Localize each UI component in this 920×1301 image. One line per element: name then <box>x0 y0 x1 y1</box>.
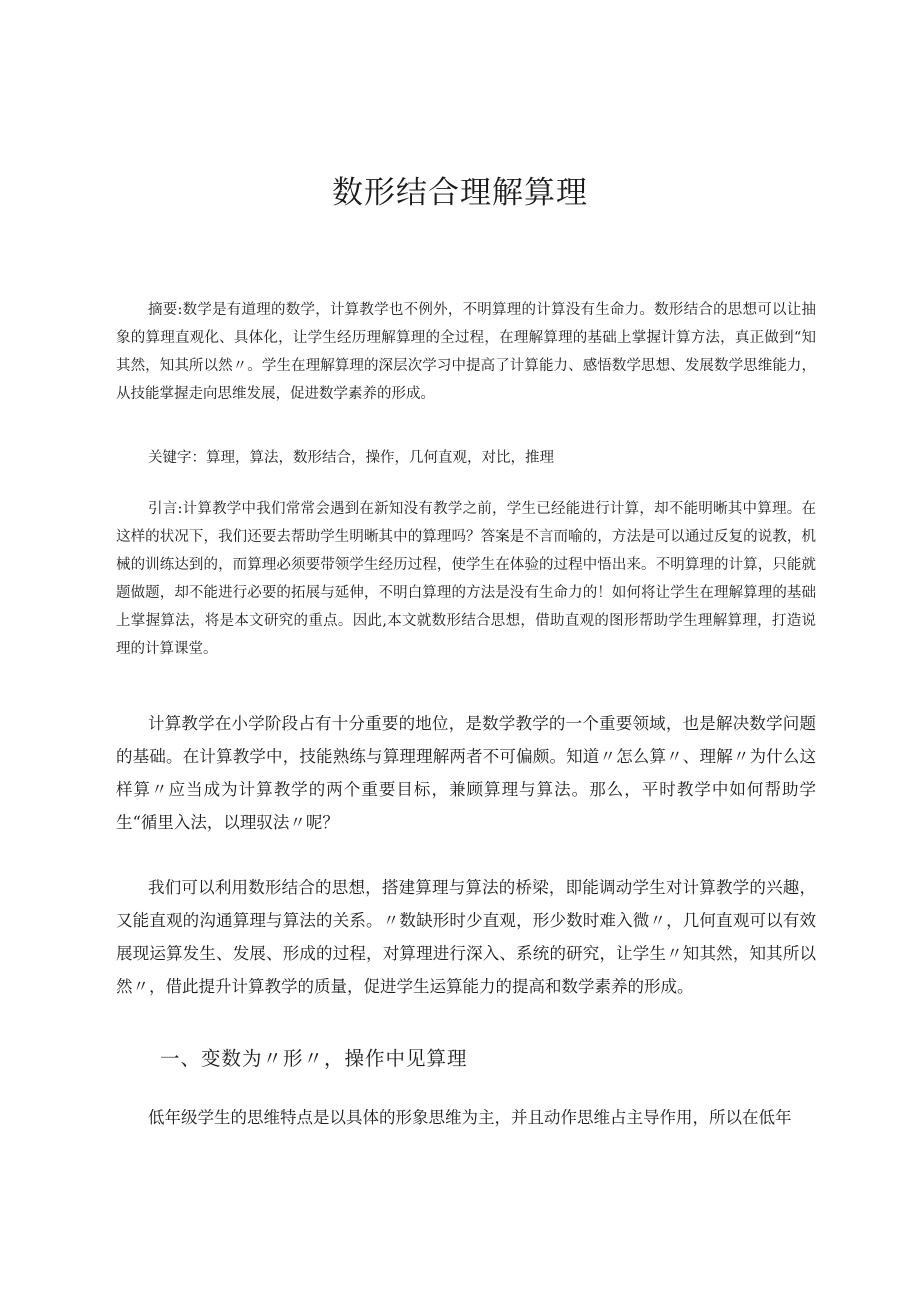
introduction-paragraph: 引言:计算教学中我们常常会遇到在新知没有教学之前，学生已经能进行计算，却不能明晰其中算理。在这样的状况下，我们还要去帮助学生明晰其中的算理吗？答案是不言而喻的，方法是可以通过反复的说教，机械的训练达到的，而算理必须要带领学生经历过程，使学生在体验的过程中悟出来。不明算理的计算，只能就题做题，却不能进行必要的拓展与延伸，不明白算理的方法是没有生命力的！如何将让学生在理解算理的基础上掌握算法，将是本文研究的重点。因此,本文就数形结合思想，借助直观的图形帮助学生理解算理，打造说理的计算课堂。 <box>116 501 816 657</box>
body-paragraph-2: 我们可以利用数形结合的思想，搭建算理与算法的桥梁，即能调动学生对计算教学的兴趣，又能直观的沟通算理与算法的关系。〃数缺形时少直观，形少数时难入微〃，几何直观可以有效展现运算发生、发展、形成的过程，对算理进行深入、系统的研究，让学生〃知其然，知其所以然〃，借此提升计算教学的质量，促进学生运算能力的提高和数学素养的形成。 <box>116 878 816 996</box>
body-paragraph-3: 低年级学生的思维特点是以具体的形象思维为主，并且动作思维占主导作用，所以在低年 <box>148 1108 792 1127</box>
document-title: 数形结合理解算理 <box>332 175 588 211</box>
keywords-line: 关键字：算理，算法，数形结合，操作，几何直观，对比，推理 <box>148 450 554 466</box>
body-paragraph-1: 计算教学在小学阶段占有十分重要的地位，是数学教学的一个重要领域，也是解决数学问题的基础。在计算教学中，技能熟练与算理理解两者不可偏颇。知道〃怎么算〃、理解〃为什么这样算〃应当成为计算教学的两个重要目标，兼顾算理与算法。那么，平时教学中如何帮助学生“循里入法，以理驭法〃呢？ <box>116 714 816 832</box>
abstract-paragraph: 摘要:数学是有道理的数学，计算教学也不例外，不明算理的计算没有生命力。数形结合的思想可以让抽象的算理直观化、具体化，让学生经历理解算理的全过程，在理解算理的基础上掌握计算方法，真正做到“知其然，知其所以然〃。学生在理解算理的深层次学习中提高了计算能力、感悟数学思想、发展数学思维能力，从技能掌握走向思维发展，促进数学素养的形成。 <box>116 302 816 402</box>
section-heading-1: 一、变数为〃形〃，操作中见算理 <box>160 1047 468 1070</box>
